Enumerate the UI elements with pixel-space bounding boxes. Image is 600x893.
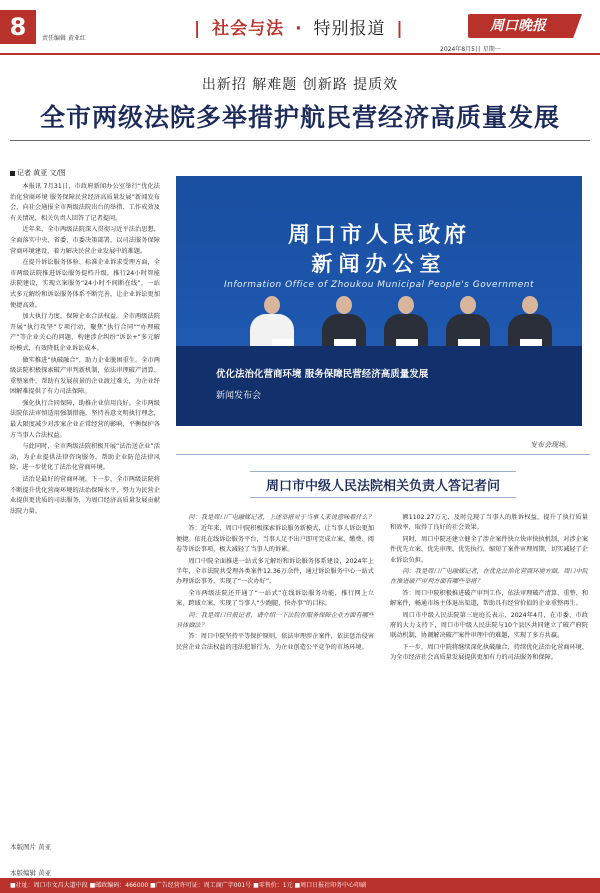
- qa-column-right: [390, 513, 588, 841]
- qa-paragraph: 周口市中级人民法院第三庭庭长表示，2024年4月，在市委、市政府的大力支持下，周口市中级人民法院与10个县区共同建立了破产府院联动机制，协调解决破产案件审理中的难题，实现了多方共赢。: [390, 611, 588, 640]
- page-number: 8: [0, 10, 36, 44]
- byline-text: 记者 黄亚 文/图: [17, 169, 66, 177]
- qa-paragraph: 问：我是周口广电融媒记者，上述举措对于当事人来说意味着什么？: [188, 514, 374, 521]
- nameplate: [334, 339, 356, 346]
- nameplate: [272, 339, 294, 346]
- article-kicker: 出新招 解难题 创新路 提质效: [201, 77, 399, 93]
- byline-square-icon: [10, 171, 15, 176]
- qa-paragraph: 下一步，周口中院将继续深化执破融合，持续优化法治化营商环境，为全市经济社会高质量发展提供更加有力的司法服务和保障。: [390, 643, 588, 662]
- backdrop-english: Information Office of Zhoukou Municipal People's Government: [223, 280, 535, 290]
- qa-column-left: [176, 513, 374, 841]
- panelist-head: [398, 296, 414, 314]
- article-paragraph: 与此同时，全市两级法院积极开展“法治送企业”活动，为企业提供法律咨询服务，帮助企业防范法律风险，进一步优化了法治化营商环境。: [10, 443, 160, 472]
- header-rule: [0, 53, 600, 55]
- qa-title: 周口市中级人民法院相关负责人答记者问: [250, 471, 516, 498]
- backdrop-title: 周口市人民政府: [287, 223, 470, 248]
- article-body-column: [10, 182, 160, 842]
- backdrop-subtitle: 新闻办公室: [311, 252, 447, 276]
- qa-paragraph: 同时，周口中院还建立健全了涉企案件快立快审快执机制，对涉企案件优先立案、优先审理、优先执行，缩短了案件审理周期，切实减轻了企业诉讼负担。: [390, 535, 588, 564]
- qa-title-wrap: [176, 471, 590, 498]
- article-paragraph: 在提升诉讼服务体验、标准企业诉求受理方面，全市两级法院推进诉讼服务提档升级，推行24小时智能法院建设，实现立案服务“24小时不间断在线”，一站式多元解纷和诉讼服务体系不断完善，让企业诉讼更加便捷高效。: [10, 259, 160, 309]
- logo-ribbon: [560, 14, 582, 38]
- speaker-head: [264, 296, 280, 314]
- qa-paragraph: 全市两级法院还开通了“一站式”在线诉讼服务功能，推行网上立案、跨域立案，实现了当事人“少跑腿、快办事”的目标。: [176, 589, 374, 608]
- qa-paragraph: 答：周口中院积极推进破产审判工作，依法审理破产清算、重整、和解案件，畅通市场主体退出渠道，帮助具有经营价值的企业重整再生。: [390, 589, 588, 608]
- issue-date: 2024年8月5日 星期一: [440, 46, 501, 53]
- qa-paragraph: 答：近年来，周口中院积极探索诉讼服务新模式，让当事人诉讼更加便捷。依托在线诉讼服务平台，当事人足不出户即可完成立案、缴费、阅卷等诉讼事项，极大减轻了当事人的诉累。: [176, 525, 374, 554]
- section-title: [190, 14, 408, 39]
- qa-paragraph: 答：周口中院坚持平等保护原则，依法审理涉企案件，依法惩治侵害民营企业合法权益的违法犯罪行为，为企业创造公平竞争的市场环境。: [176, 633, 374, 651]
- section-separator-left: |: [194, 19, 202, 39]
- section-separator-right: |: [396, 19, 404, 39]
- footer-info-bar: ■社址：周口市文昌大道中段 ■邮政编码：466000 ■广告经营许可证：周工商广字001号 ■零售价：1元 ■周口日报社印务中心印刷: [0, 878, 600, 893]
- headline-rule: [10, 140, 590, 141]
- article-headline: 全市两级法院多举措护航民营经济高质量发展: [39, 103, 560, 132]
- conference-table: [176, 346, 582, 426]
- article-paragraph: 本报讯 7月31日，市政府新闻办公室举行“优化法治化营商环境 服务保障民营经济高质量发展”新闻发布会，向社会通报全市两级法院出台的举措、工作成效及有关情况，相关负责人回答了记者提问。: [10, 183, 160, 222]
- editor-label: 责任编辑 黄亚红: [42, 35, 86, 42]
- nameplate: [396, 339, 418, 346]
- press-conference-photo: [176, 176, 582, 426]
- section-subtitle: 特别报道: [313, 19, 386, 39]
- article-paragraph: 做实推进“执破融合”，助力企业脱困重生。全市两级法院积极探索破产审判新机制，依法审理破产清算、重整案件，帮助有发展前景的企业渡过难关，为企业纾困解难提供了有力司法保障。: [10, 356, 160, 396]
- photo-credit: 本版图片 黄亚: [10, 843, 52, 851]
- table-banner: 优化法治化营商环境 服务保障民营经济高质量发展: [216, 369, 429, 380]
- section-dot: ·: [295, 19, 303, 39]
- paper-logo: 周口晚报: [468, 14, 568, 38]
- article-paragraph: 近年来，全市两级法院深入贯彻习近平法治思想，全面落实中央、省委、市委决策部署，以司法服务保障营商环境建设，着力解决民营企业发展中的难题。: [10, 226, 160, 255]
- section-name: 社会与法: [212, 19, 285, 39]
- qa-paragraph: 问：我是周口日报记者，请介绍一下法院在服务保障企业方面有哪些具体做法？: [176, 611, 374, 630]
- table-banner-sub: 新闻发布会: [216, 391, 262, 401]
- qa-paragraph: 问：我是周口广电融媒记者，在优化法治化营商环境方面，周口中院在推进破产审判方面有哪些举措？: [390, 568, 588, 586]
- article-paragraph: 强化执行合同保障，助推企业信用良好。全市两级法院依法审慎适用强制措施，坚持善意文明执行理念，最大限度减少对涉案企业正常经营的影响，平衡保护各方当事人合法权益。: [10, 399, 160, 439]
- panelist-head: [460, 296, 476, 314]
- panelist-head: [522, 296, 538, 314]
- article-paragraph: 法治是最好的营商环境。下一步，全市两级法院将不断提升优化营商环境的法治保障水平，努力为民营企业提供更优质的司法服务，为周口经济高质量发展贡献法院力量。: [10, 476, 160, 515]
- page-editor-line: 本版编辑 黄亚: [10, 869, 52, 877]
- article-byline: [10, 168, 66, 178]
- nameplate: [520, 339, 542, 346]
- qa-paragraph: 额1102.27万元，及时兑现了当事人的胜诉权益，提升了执行质量和效率，取得了良好的社会效果。: [390, 514, 588, 532]
- article-paragraph: 加大执行力度，保障企业合法权益。全市两级法院开展“执行攻坚”专项行动，聚焦“执行合同”“办理破产”等企业关心的问题，构建涉企纠纷“诉讼+”多元解纷模式，有效降低企业诉讼成本。: [10, 313, 160, 352]
- photo-caption: 发布会现场。: [530, 441, 572, 449]
- panelist-head: [336, 296, 352, 314]
- qa-article: [176, 454, 590, 844]
- qa-paragraph: 周口中院全面推进一站式多元解纷和诉讼服务体系建设，2024年上半年，全市法院共受理各类案件12.36万余件，通过诉讼服务中心一站式办理诉讼事务，实现了“一次办好”。: [176, 557, 374, 586]
- nameplate: [458, 339, 480, 346]
- masthead: [0, 0, 600, 58]
